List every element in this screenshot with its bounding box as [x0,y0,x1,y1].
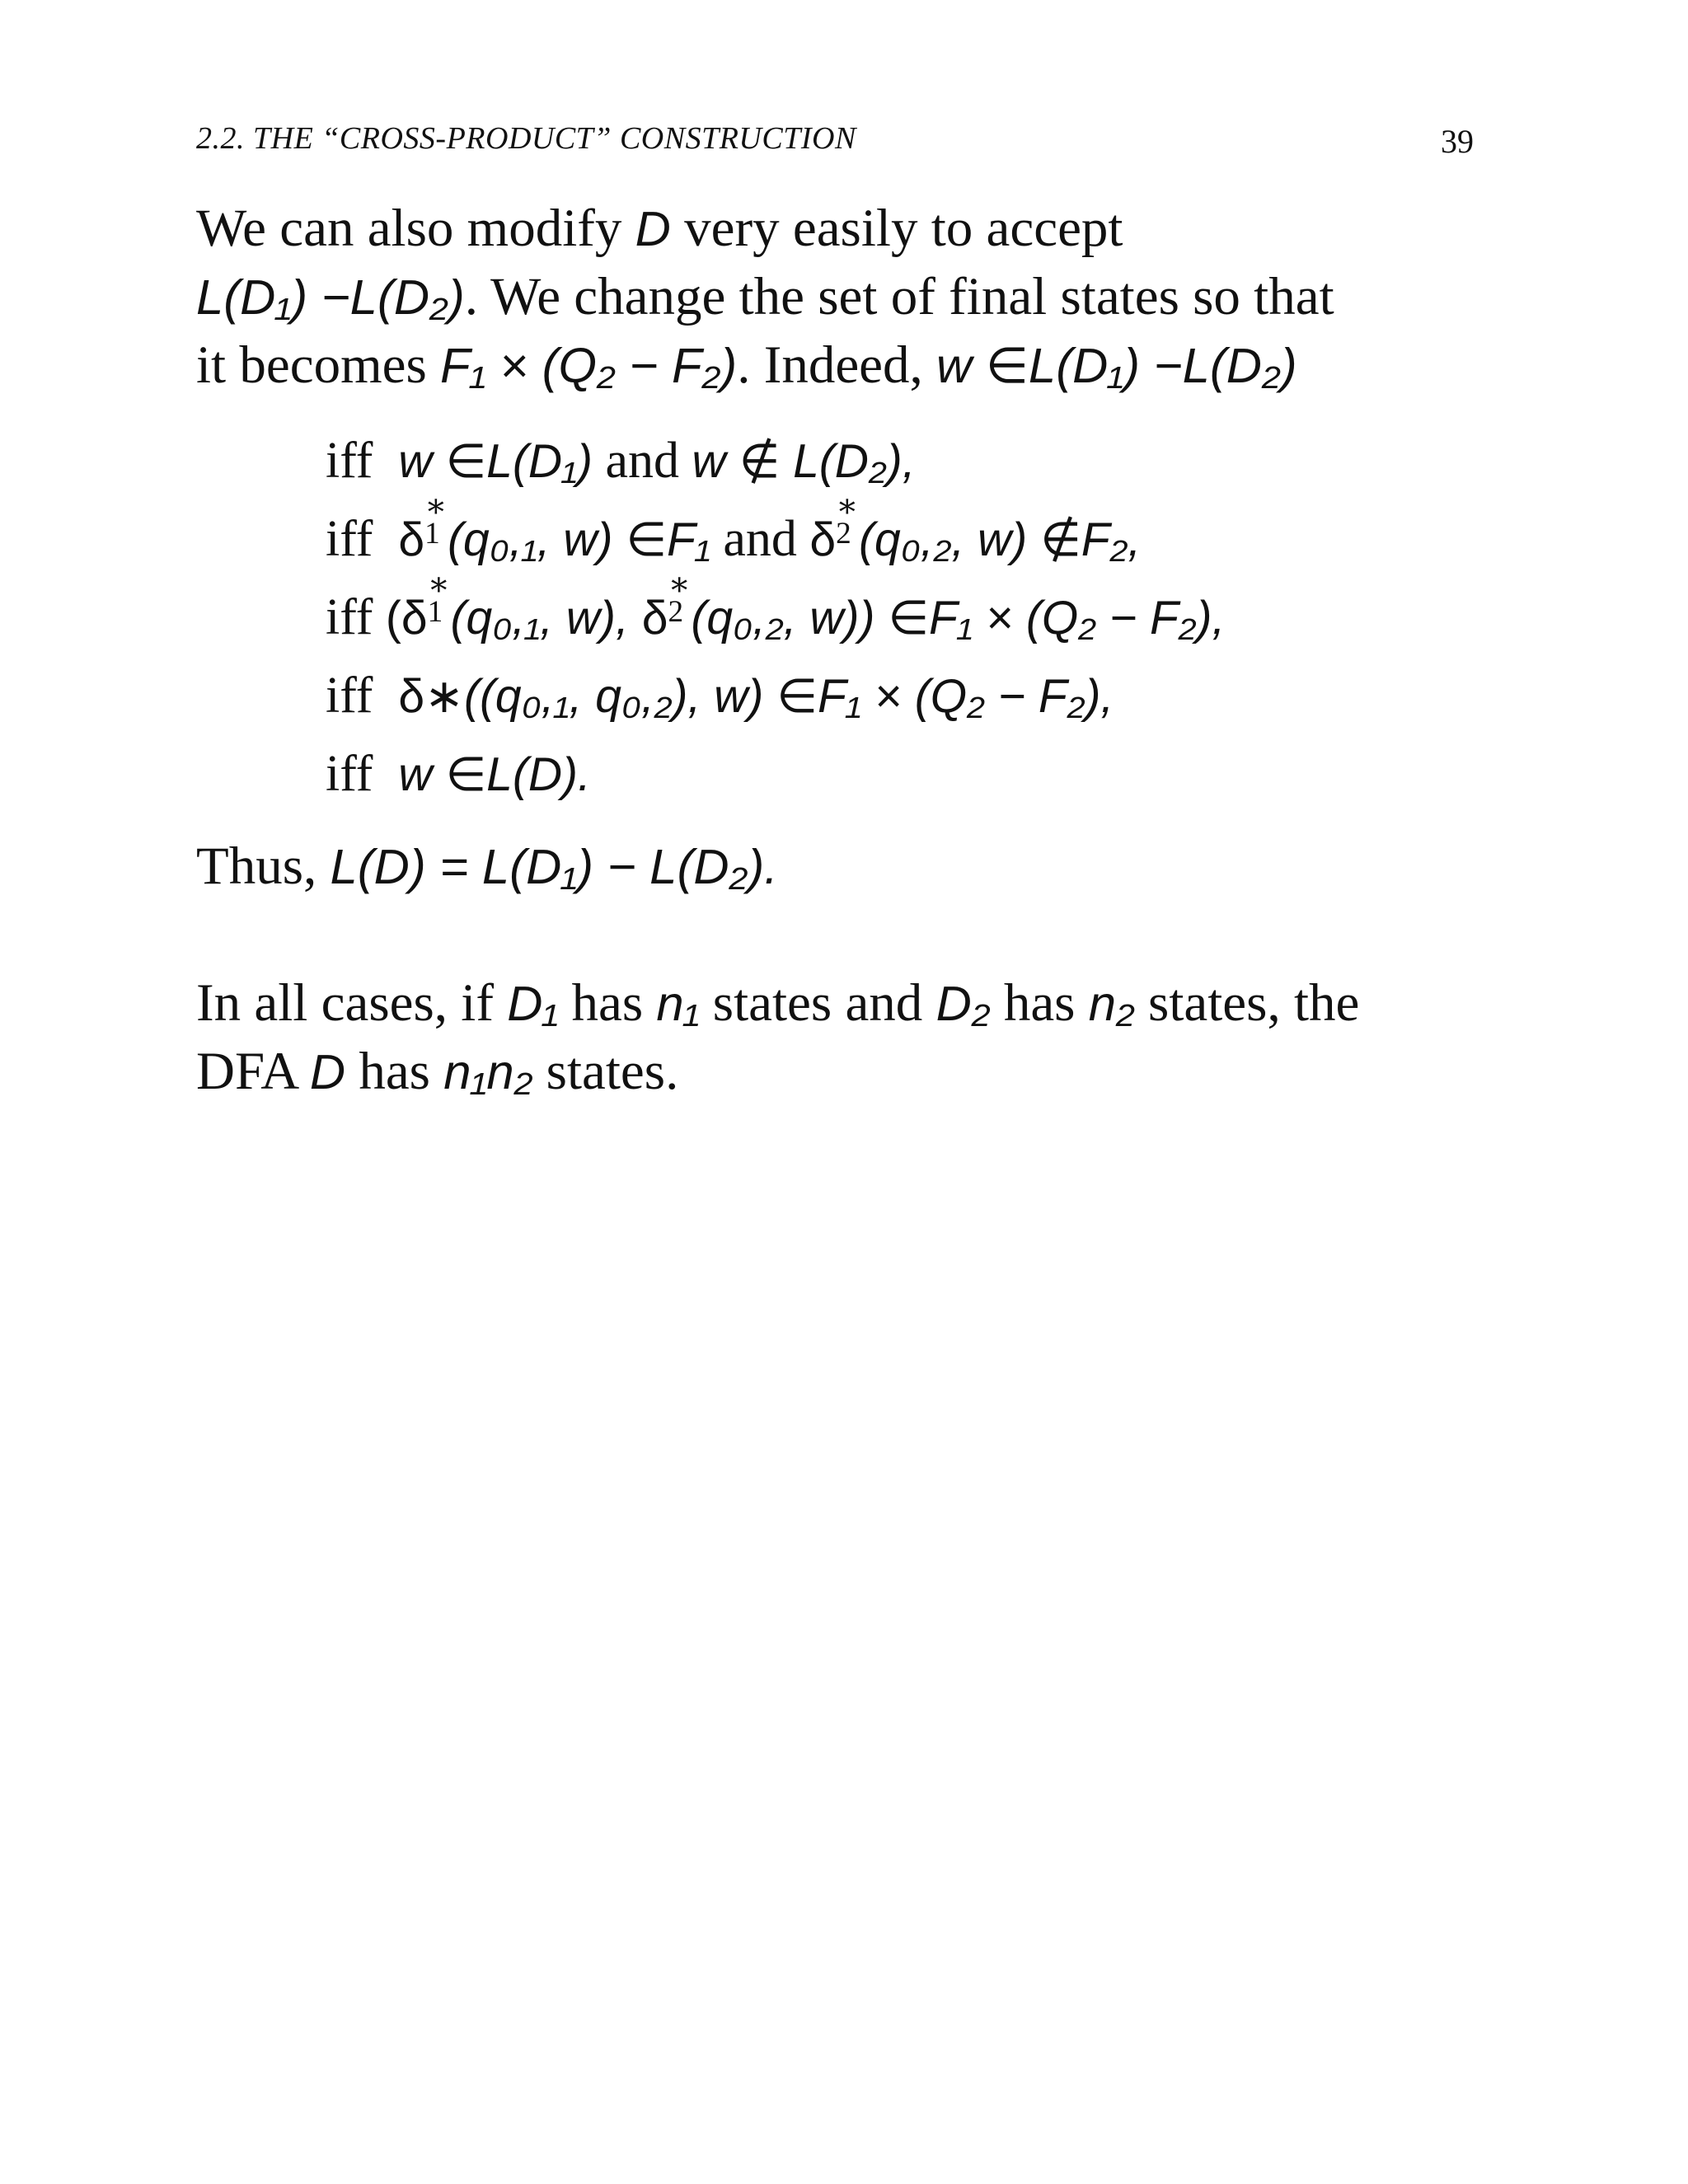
text-run: has [558,973,657,1033]
star-superscript: ∗ [668,565,691,602]
math-expression: w ∈L(D₁) −L(D₂) [936,338,1297,393]
sub-superscript [668,565,691,634]
math-expression: L(D₁) −L(D₂) [196,269,465,325]
iff-keyword: iff [326,433,373,489]
math-expression: n₁n₂ [443,1044,533,1099]
subscript: 2 [668,594,684,629]
math-expression: F₁ × (Q₂ − F₂) [440,338,738,393]
sub-superscript [427,565,451,634]
math-expression: D₁ [507,976,559,1031]
subscript: 1 [427,594,443,629]
subscript: 1 [424,516,440,551]
delta-symbol: δ [398,670,425,723]
delta-symbol: δ [401,592,428,644]
text-run: Thus, [196,837,331,896]
text-run: has [345,1042,444,1101]
star-superscript: ∗ [427,565,451,602]
star-superscript: ∗ [424,486,448,524]
star-superscript: ∗ [836,486,859,524]
derivation-step-1 [326,422,1479,500]
math-expression: w ∉ L(D₂), [692,435,916,488]
math-expression: w ∈L(D₁) [398,435,593,488]
text-run: . We change the set of final states so that [464,267,1334,326]
running-head: 2.2. THE “CROSS-PRODUCT” CONSTRUCTION [196,121,856,156]
text-run: We can also modify [196,199,635,258]
text-run: it becomes [196,335,441,395]
sub-superscript [836,486,859,555]
paragraph-line [196,969,1482,1038]
page-header [196,120,1474,162]
iff-keyword: iff [326,668,373,724]
math-expression: D₂ [935,976,991,1031]
math-expression: ((q₀,₁, q₀,₂), w) ∈F₁ × (Q₂ − F₂), [463,670,1114,723]
text-run: In all cases, if [196,973,508,1033]
math-expression: (q₀,₂, w)) ∈F₁ × (Q₂ − F₂), [691,592,1226,644]
math-expression: D [309,1044,346,1099]
math-expression: (q₀,₁, w) ∈F₁ [448,513,710,566]
math-expression: n₂ [1088,976,1135,1031]
text-run: DFA [196,1042,310,1101]
paragraph-line [196,194,1482,263]
derivation-step-4 [326,657,1479,735]
paragraph-state-count [196,969,1482,1106]
text-run: . Indeed, [737,335,937,395]
math-expression: (q₀,₂, w) ∉F₂, [859,513,1142,566]
page-number: 39 [1441,123,1474,160]
paragraph-line [196,331,1482,400]
iff-keyword: iff [326,511,373,567]
math-expression: n₁ [656,976,700,1031]
delta-symbol: δ [809,513,837,566]
math-expression: L(D) = L(D₁) − L(D₂). [330,839,778,894]
delta-symbol: δ [641,592,668,644]
paragraph-difference-construction [196,194,1482,400]
open-paren: ( [385,592,401,644]
text-run: very easily to accept [670,199,1123,258]
math-expression: (q₀,₁, w), [450,592,642,644]
math-expression: w ∈L(D). [398,748,591,801]
paragraph-conclusion [196,832,1482,901]
derivation-step-2 [326,486,1479,579]
paragraph-line [196,263,1482,331]
and-keyword: and [723,511,797,567]
subscript: 2 [836,516,851,551]
delta-symbol: δ [398,513,425,566]
text-run: states and [699,973,936,1033]
iff-keyword: iff [326,746,373,802]
text-run: states, the [1134,973,1360,1033]
derivation-step-3 [326,565,1479,657]
math-expression: D [635,201,671,256]
text-run: states. [532,1042,679,1101]
sub-superscript [424,486,448,555]
derivation-step-5 [326,735,1479,813]
star-superscript: ∗ [424,670,464,723]
iff-derivation [326,422,1479,813]
paragraph-line [196,1038,1482,1106]
and-keyword: and [605,433,680,489]
iff-keyword: iff [326,589,373,645]
text-run: has [990,973,1089,1033]
